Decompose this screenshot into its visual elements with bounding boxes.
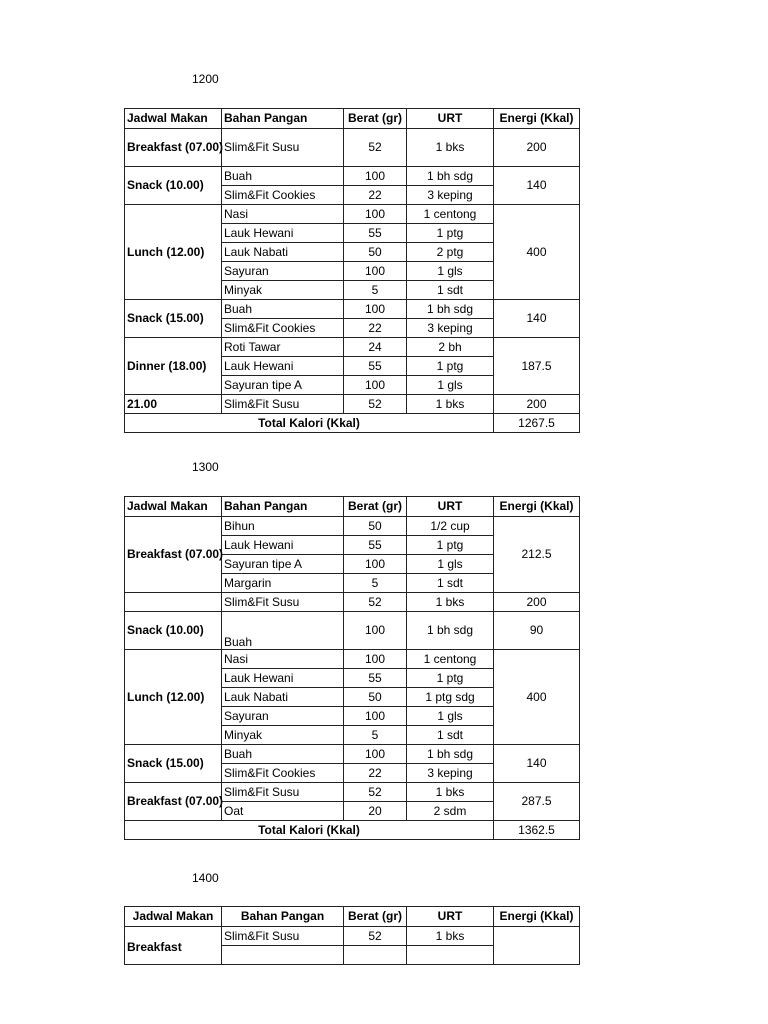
food-item: Slim&Fit Susu bbox=[222, 927, 344, 946]
energy-value: 287.5 bbox=[494, 783, 580, 821]
header-energi: Energi (Kkal) bbox=[494, 497, 580, 517]
weight-value: 100 bbox=[344, 555, 407, 574]
meal-plan-table-1300 bbox=[124, 496, 580, 840]
total-row bbox=[125, 821, 580, 840]
food-item: Lauk Nabati bbox=[222, 688, 344, 707]
header-bahan-pangan: Bahan Pangan bbox=[222, 907, 344, 927]
energy-value: 140 bbox=[494, 745, 580, 783]
weight-value: 5 bbox=[344, 574, 407, 593]
food-item: Oat bbox=[222, 802, 344, 821]
food-item: Buah bbox=[222, 745, 344, 764]
energy-value: 90 bbox=[494, 612, 580, 650]
meal-schedule: Snack (15.00) bbox=[125, 745, 222, 783]
meal-schedule: Breakfast (07.00) bbox=[125, 517, 222, 593]
food-item: Lauk Hewani bbox=[222, 669, 344, 688]
table-row bbox=[125, 745, 580, 764]
weight-value: 100 bbox=[344, 300, 407, 319]
food-item: Slim&Fit Susu bbox=[222, 783, 344, 802]
urt-value: 1 bks bbox=[407, 927, 494, 946]
food-item: Buah bbox=[222, 167, 344, 186]
header-berat: Berat (gr) bbox=[344, 907, 407, 927]
food-item: Minyak bbox=[222, 281, 344, 300]
weight-value: 50 bbox=[344, 517, 407, 536]
food-item: Bihun bbox=[222, 517, 344, 536]
weight-value: 55 bbox=[344, 224, 407, 243]
meal-schedule: Snack (15.00) bbox=[125, 300, 222, 338]
weight-value: 100 bbox=[344, 707, 407, 726]
table-row bbox=[125, 167, 580, 186]
meal-plan-table-1400-clip bbox=[124, 906, 580, 954]
table-row bbox=[125, 612, 580, 650]
total-label: Total Kalori (Kkal) bbox=[125, 414, 494, 433]
energy-value bbox=[494, 927, 580, 965]
urt-value: 1 ptg bbox=[407, 669, 494, 688]
energy-value: 140 bbox=[494, 300, 580, 338]
food-item: Buah bbox=[222, 300, 344, 319]
urt-value: 3 keping bbox=[407, 319, 494, 338]
header-berat: Berat (gr) bbox=[344, 497, 407, 517]
food-item: Lauk Hewani bbox=[222, 536, 344, 555]
urt-value: 1/2 cup bbox=[407, 517, 494, 536]
urt-value: 1 gls bbox=[407, 376, 494, 395]
energy-value: 400 bbox=[494, 205, 580, 300]
weight-value: 100 bbox=[344, 650, 407, 669]
header-row bbox=[125, 109, 580, 129]
weight-value: 50 bbox=[344, 243, 407, 262]
meal-schedule: 21.00 bbox=[125, 395, 222, 414]
header-urt: URT bbox=[407, 109, 494, 129]
urt-value: 1 gls bbox=[407, 262, 494, 281]
weight-value: 52 bbox=[344, 593, 407, 612]
urt-value: 3 keping bbox=[407, 764, 494, 783]
weight-value: 52 bbox=[344, 129, 407, 167]
food-item: Lauk Nabati bbox=[222, 243, 344, 262]
energy-value: 400 bbox=[494, 650, 580, 745]
meal-schedule: Lunch (12.00) bbox=[125, 205, 222, 300]
weight-value: 22 bbox=[344, 764, 407, 783]
weight-value: 100 bbox=[344, 745, 407, 764]
urt-value: 1 ptg bbox=[407, 357, 494, 376]
food-item: Slim&Fit Cookies bbox=[222, 186, 344, 205]
food-item: Lauk Hewani bbox=[222, 357, 344, 376]
table-row bbox=[125, 927, 580, 946]
total-row bbox=[125, 414, 580, 433]
food-item: Nasi bbox=[222, 205, 344, 224]
total-value: 1362.5 bbox=[494, 821, 580, 840]
plan-1400-title: 1400 bbox=[192, 871, 219, 885]
table-row bbox=[125, 517, 580, 536]
urt-value: 1 bh sdg bbox=[407, 745, 494, 764]
energy-value: 200 bbox=[494, 395, 580, 414]
urt-value: 1 bh sdg bbox=[407, 300, 494, 319]
urt-value: 1 bks bbox=[407, 395, 494, 414]
weight-value: 24 bbox=[344, 338, 407, 357]
urt-value: 1 bh sdg bbox=[407, 167, 494, 186]
header-berat: Berat (gr) bbox=[344, 109, 407, 129]
food-item: Lauk Hewani bbox=[222, 224, 344, 243]
meal-plan-table-1400 bbox=[124, 906, 580, 965]
table-row bbox=[125, 395, 580, 414]
urt-value: 1 sdt bbox=[407, 281, 494, 300]
food-item: Slim&Fit Cookies bbox=[222, 764, 344, 783]
weight-value: 100 bbox=[344, 376, 407, 395]
energy-value: 200 bbox=[494, 129, 580, 167]
weight-value: 22 bbox=[344, 186, 407, 205]
food-item: Nasi bbox=[222, 650, 344, 669]
weight-value: 5 bbox=[344, 726, 407, 745]
header-jadwal-makan: Jadwal Makan bbox=[125, 109, 222, 129]
food-item: Slim&Fit Susu bbox=[222, 395, 344, 414]
meal-schedule: Breakfast (07.00) bbox=[125, 783, 222, 821]
table-row bbox=[125, 300, 580, 319]
food-item: Sayuran tipe A bbox=[222, 555, 344, 574]
weight-value: 20 bbox=[344, 802, 407, 821]
header-energi: Energi (Kkal) bbox=[494, 109, 580, 129]
food-item: Slim&Fit Susu bbox=[222, 593, 344, 612]
header-row bbox=[125, 497, 580, 517]
weight-value: 50 bbox=[344, 688, 407, 707]
meal-schedule: Snack (10.00) bbox=[125, 167, 222, 205]
table-row bbox=[125, 338, 580, 357]
urt-value: 1 bks bbox=[407, 783, 494, 802]
total-label: Total Kalori (Kkal) bbox=[125, 821, 494, 840]
table-row bbox=[125, 205, 580, 224]
energy-value: 187.5 bbox=[494, 338, 580, 395]
urt-value: 1 bks bbox=[407, 129, 494, 167]
food-item: Sayuran bbox=[222, 262, 344, 281]
header-bahan-pangan: Bahan Pangan bbox=[222, 109, 344, 129]
meal-schedule: Breakfast bbox=[125, 927, 222, 965]
meal-schedule bbox=[125, 593, 222, 612]
weight-value: 100 bbox=[344, 167, 407, 186]
food-item: Margarin bbox=[222, 574, 344, 593]
urt-value: 1 gls bbox=[407, 707, 494, 726]
total-value: 1267.5 bbox=[494, 414, 580, 433]
table-row bbox=[125, 129, 580, 167]
table-row bbox=[125, 593, 580, 612]
header-jadwal-makan: Jadwal Makan bbox=[125, 497, 222, 517]
energy-value: 200 bbox=[494, 593, 580, 612]
urt-value: 1 bh sdg bbox=[407, 612, 494, 650]
header-bahan-pangan: Bahan Pangan bbox=[222, 497, 344, 517]
meal-plan-table-1200 bbox=[124, 108, 580, 433]
urt-value: 1 ptg bbox=[407, 536, 494, 555]
food-item: Sayuran bbox=[222, 707, 344, 726]
weight-value: 55 bbox=[344, 669, 407, 688]
urt-value: 1 sdt bbox=[407, 726, 494, 745]
weight-value: 22 bbox=[344, 319, 407, 338]
table-row bbox=[125, 783, 580, 802]
urt-value: 1 ptg bbox=[407, 224, 494, 243]
food-item: Sayuran tipe A bbox=[222, 376, 344, 395]
urt-value: 3 keping bbox=[407, 186, 494, 205]
urt-value: 1 sdt bbox=[407, 574, 494, 593]
urt-value: 2 sdm bbox=[407, 802, 494, 821]
plan-1200-title: 1200 bbox=[192, 72, 219, 86]
weight-value: 55 bbox=[344, 536, 407, 555]
urt-value: 2 ptg bbox=[407, 243, 494, 262]
food-item: Roti Tawar bbox=[222, 338, 344, 357]
header-jadwal-makan: Jadwal Makan bbox=[125, 907, 222, 927]
weight-value: 5 bbox=[344, 281, 407, 300]
urt-value: 1 ptg sdg bbox=[407, 688, 494, 707]
food-item bbox=[222, 946, 344, 965]
header-urt: URT bbox=[407, 497, 494, 517]
food-item: Slim&Fit Susu bbox=[222, 129, 344, 167]
weight-value: 55 bbox=[344, 357, 407, 376]
header-row bbox=[125, 907, 580, 927]
table-row bbox=[125, 650, 580, 669]
urt-value: 1 centong bbox=[407, 650, 494, 669]
urt-value: 2 bh bbox=[407, 338, 494, 357]
weight-value: 52 bbox=[344, 927, 407, 946]
food-item: Minyak bbox=[222, 726, 344, 745]
urt-value: 1 centong bbox=[407, 205, 494, 224]
meal-schedule: Lunch (12.00) bbox=[125, 650, 222, 745]
weight-value: 100 bbox=[344, 262, 407, 281]
energy-value: 212.5 bbox=[494, 517, 580, 593]
weight-value bbox=[344, 946, 407, 965]
urt-value: 1 bks bbox=[407, 593, 494, 612]
weight-value: 52 bbox=[344, 395, 407, 414]
header-urt: URT bbox=[407, 907, 494, 927]
urt-value bbox=[407, 946, 494, 965]
food-item: Slim&Fit Cookies bbox=[222, 319, 344, 338]
header-energi: Energi (Kkal) bbox=[494, 907, 580, 927]
meal-schedule: Dinner (18.00) bbox=[125, 338, 222, 395]
meal-schedule: Snack (10.00) bbox=[125, 612, 222, 650]
weight-value: 100 bbox=[344, 612, 407, 650]
weight-value: 100 bbox=[344, 205, 407, 224]
urt-value: 1 gls bbox=[407, 555, 494, 574]
energy-value: 140 bbox=[494, 167, 580, 205]
food-item: Buah bbox=[222, 612, 344, 650]
weight-value: 52 bbox=[344, 783, 407, 802]
plan-1300-title: 1300 bbox=[192, 460, 219, 474]
meal-schedule: Breakfast (07.00) bbox=[125, 129, 222, 167]
